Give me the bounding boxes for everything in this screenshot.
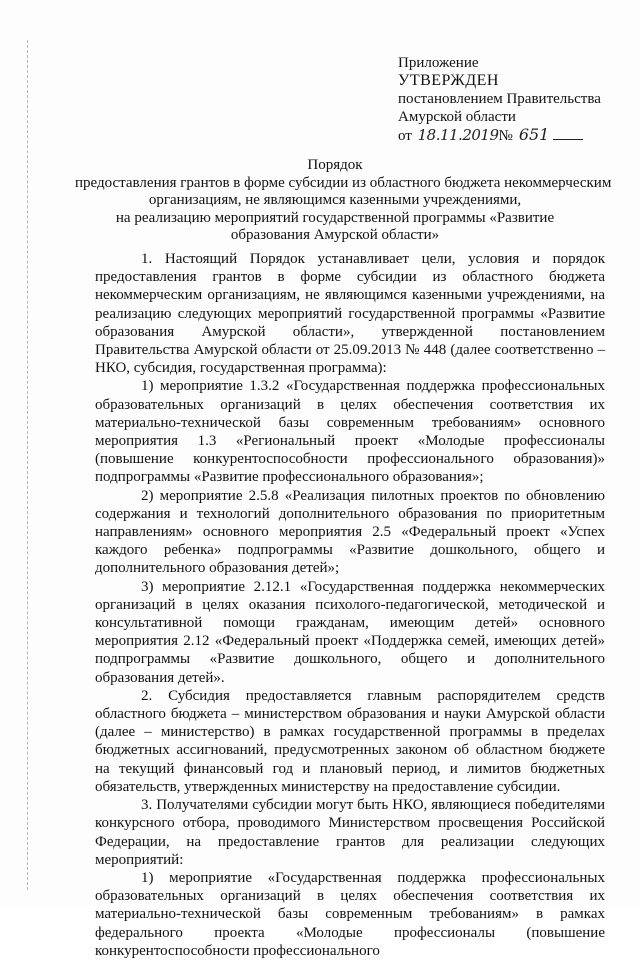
- paragraph-1-item-1: 1) мероприятие 1.3.2 «Государственная поддержка профессиональных образовательных организаций в целях обеспечения соответствия их материально-технической базы современным требованиям» основного мероприятия 1.3 «Региональный проект «Молодые профессионалы (повышение конкурентоспособности профессионального образования)» подпрограммы «Развитие профессионального образования»;: [95, 378, 605, 486]
- approved-label: УТВЕРЖДЕН: [398, 72, 499, 89]
- approval-header: [398, 54, 618, 145]
- title-line-5: образования Амурской области»: [230, 227, 440, 243]
- paragraph-3-item-1: 1) мероприятие «Государственная поддержка профессиональных образовательных организаций в целях обеспечения соответствия их материально-технической базы современным требованиям» в рамках федерального проекта «Молодые профессионалы (повышение конкурентоспособности профессионального: [95, 869, 605, 959]
- document-body: [95, 250, 605, 960]
- scan-margin-line: [27, 40, 29, 890]
- number-underline: [553, 127, 583, 140]
- paragraph-1-item-3: 3) мероприятие 2.12.1 «Государственная поддержка некоммерческих организаций в целях оказания психолого-педагогической, методической и консультативной помощи гражданам, имеющим детей» основного мероприятия 2.12 «Федеральный проект «Поддержка семей, имеющих детей» подпрограммы «Развитие дошкольного, общего и дополнительного образования детей».: [95, 578, 605, 686]
- title-line-1: Порядок: [307, 157, 363, 173]
- region-label: Амурской области: [398, 109, 516, 125]
- paragraph-3: 3. Получателями субсидии могут быть НКО, являющиеся победителями конкурсного отбора, проводимого Министерством просвещения Российской Федерации, на предоставление грантов для реализации следующих мероприятий:: [95, 797, 605, 868]
- date-number-row: [398, 126, 618, 145]
- paragraph-1-item-2: 2) мероприятие 2.5.8 «Реализация пилотных проектов по обновлению содержания и технологий дополнительного образования по приоритетным направлениям» основного мероприятия 2.5 «Федеральный проект «Успех каждого ребенка» подпрограммы «Развитие дошкольного, общего и дополнительного образования детей»;: [95, 487, 605, 577]
- title-line-4: на реализацию мероприятий государственной программы «Развитие: [115, 209, 555, 226]
- handwritten-number: 651: [518, 125, 550, 144]
- document-title: [75, 157, 612, 245]
- date-prefix: от: [398, 128, 412, 144]
- appendix-label: Приложение: [398, 55, 479, 71]
- handwritten-date: 18.11.2019: [417, 126, 499, 144]
- paragraph-1: 1. Настоящий Порядок устанавливает цели, условия и порядок предоставления грантов в форме субсидии из областного бюджета некоммерческим организациям, не являющимся казенными учреждениями, на реализацию следующих мероприятий государственной программы «Развитие образования Амурской области», утвержденной постановлением Правительства Амурской области от 25.09.2013 № 448 (далее соответственно – НКО, субсидия, государственная программа):: [95, 251, 605, 377]
- title-line-2: предоставления грантов в форме субсидии из областного бюджета некоммерческим: [75, 174, 612, 191]
- resolution-label: постановлением Правительства: [398, 91, 601, 107]
- paragraph-2: 2. Субсидия предоставляется главным распорядителем средств областного бюджета – министерством образования и науки Амурской области (далее – министерство) в рамках государственной программы в пределах бюджетных ассигнований, предусмотренных законом об областном бюджете на текущий финансовый год и плановый период, и лимитов бюджетных обязательств, утвержденных министерству на предоставление субсидии.: [95, 687, 605, 795]
- title-line-3: организациям, не являющимся казенными учреждениями,: [148, 192, 522, 208]
- number-prefix: №: [498, 128, 513, 144]
